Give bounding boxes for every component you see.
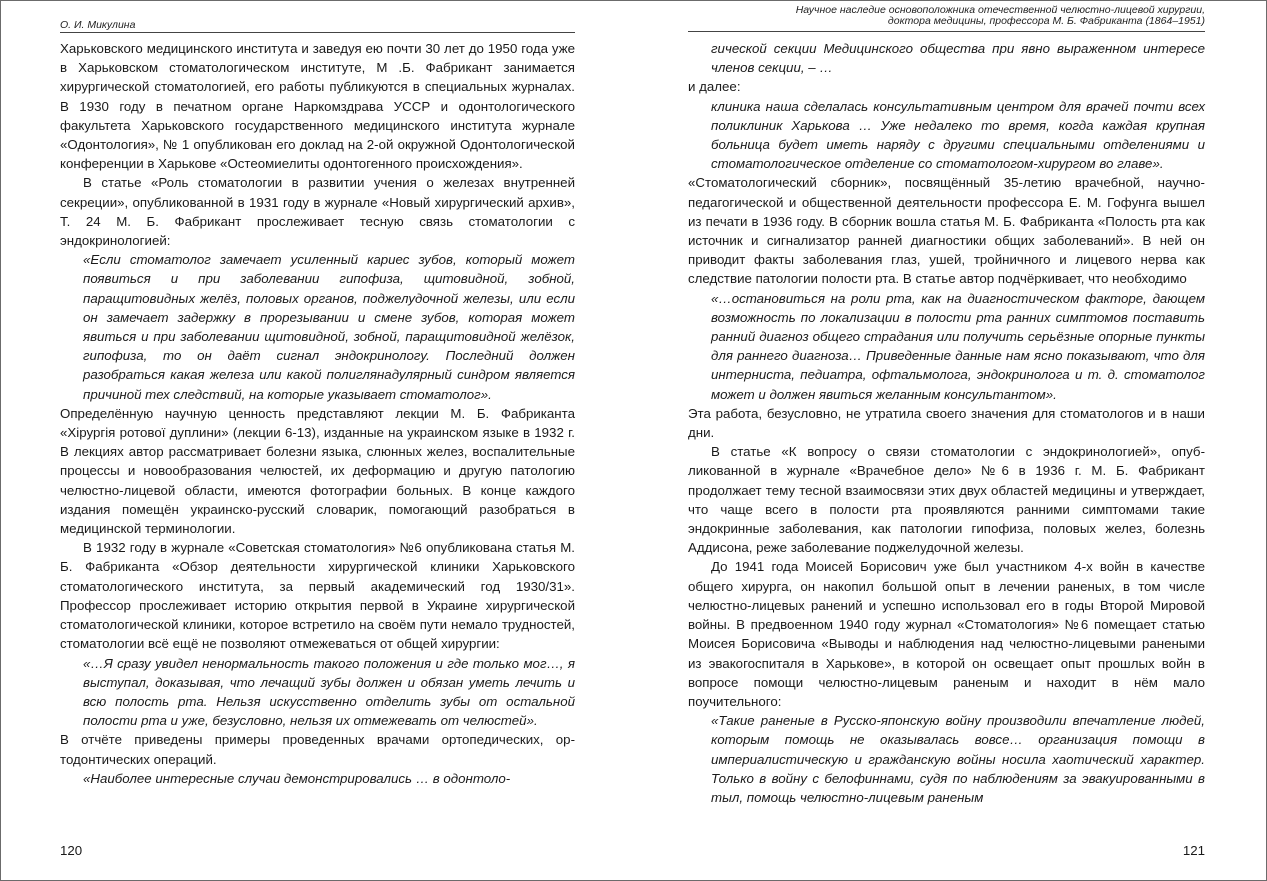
paragraph: В статье «Роль стоматологии в развитии учения о железах внутренней секреции», опубликованной в 1931 году в журнале «Новый хирургический архив», Т. 24 М. Б. Фабрикант прослеживает тесную связь стоматологии с эндокринологией: bbox=[60, 175, 575, 249]
paragraph: Эта работа, безусловно, не утратила своего значения для стоматологов и в наши дни. bbox=[688, 405, 1205, 441]
left-page bbox=[60, 0, 575, 881]
running-head-title bbox=[688, 5, 1205, 32]
block-quote: «…Я сразу увидел ненормальность такого положения и где только мог…, я выступал, доказывая, что лечащий зубы должен и обязан уметь лечить и всю полость рта. Нельзя искусственно отделить зубы от остальной полости рта и уже, безусловно, нельзя их отмежевать от челюстей». bbox=[83, 655, 575, 729]
block-quote: «Если стоматолог замечает усиленный кариес зубов, который может появиться и при заболевании гипофиза, щитовидной, зобной, паращитовидных желёз, половых органов, поджелудочной железы, или если он замечает задержку в прорезывании и смене зубов, которая может явиться и при заболевании щитовидной, зобной, паращитовидной желёзок, гипофиза, то он даёт сигнал эндокринологу. Последний должен разобраться какая железа или какой полиглянадулярный синдром является причиной тех следствий, на которые указывает стоматолог». bbox=[83, 252, 575, 402]
left-page-body bbox=[60, 39, 575, 788]
running-head-line: Научное наследие основоположника отечественной челюстно-лицевой хирургии, bbox=[795, 4, 1205, 16]
paragraph: Харьковского медицинского института и заведуя ею почти 30 лет до 1950 года уже в Харьковском стоматологическом институте, М .Б. Фабрикант занимается хирургической стоматологией, его работы публикуются в специальных журналах. В 1930 году в печатном органе Наркомздрава УССР и одонтологического факультета Харьковского государственного медицинского института журнале «Одонтология», № 1 опубликован его доклад на 2-ой окружной Одонтологической конференции в Харькове «Остеомиелиты одонтогенного происхождения». bbox=[60, 41, 575, 172]
paragraph: Определённую научную ценность представляют лекции М. Б. Фабриканта «Хiрургiя ротової дуплини» (лекции 6-13), изданные на украинском языке в 1932 г. В лекциях автор рассматривает болезни языка, слюнных желез, воспалительные процессы и новообразования челюстей, их деформацию и другую патологию челюстно-лицевой области, имеются фотографии больных. В конце каждого издания помещён украинско-русский словарик, помогающий разобраться в медицинской терминологии. bbox=[60, 405, 575, 537]
paragraph: В статье «К вопросу о связи стоматологии с эндокринологией», опубликованной в журнале «Врачебное дело» №6 в 1936 г. М. Б. Фабрикант продолжает тему тесной взаимосвязи этих двух областей медицины и утверждает, что чаще всего в полости рта проявляются ранними симптомами такие эндокринные заболевания, как патологии гипофиза, половых желез, болезнь Аддисона, реже заболевание поджелудочной железы. bbox=[688, 444, 1205, 556]
paragraph: В 1932 году в журнале «Советская стоматология» №6 опубликована статья М. Б. Фабриканта «Обзор деятельности хирургической клиники Харьковского стоматологического института, за первый академический год 1930/31». Профессор прослеживает историю открытия первой в Украине хирургической стоматологической клиники, которое встретило на своём пути немало трудностей, стоматологии всё ещё не позволяют отмежеваться от общей хирургии: bbox=[60, 540, 575, 652]
running-head-line: доктора медицины, профессора М. Б. Фабриканта (1864–1951) bbox=[887, 15, 1205, 27]
running-head-author: О. И. Микулина bbox=[60, 20, 575, 33]
block-quote: «Такие раненые в Русско-японскую войну производили впечатление людей, которым помощь не оказывалась вовсе… организация помощи в империалистическую и гражданскую войны носила хаотический характер. Только в войну с белофиннами, судя по наблюдениям за эвакуированными в тыл, помощь челюстно-лицевым раненым bbox=[711, 713, 1205, 805]
block-quote: «Наиболее интересные случаи демонстрировались … в одонтоло- bbox=[83, 770, 511, 786]
block-quote: гической секции Медицинского общества при явно выраженном интересе членов секции, – … bbox=[711, 41, 1205, 76]
paragraph: До 1941 года Моисей Борисович уже был участником 4-х войн в качестве общего хирурга, он накопил большой опыт в лечении раненых, в том числе челюстно-лицевых ранений и успешно использовал его в годы Второй Мировой войны. В предвоенном 1940 году журнал «Стоматология» №6 помещает статью Моисея Борисовича «Выводы и наблюдения над челюстно-лицевыми ранеными из эвакогоспиталя в Харькове», в которой он освещает опыт прошлых войн в вопросе помощи челюстно-лицевым раненым и находит в нём мало поучительного: bbox=[688, 559, 1205, 709]
page-number: 120 bbox=[60, 843, 83, 858]
paragraph: «Стоматологический сборник», посвящённый 35-летию врачебной, научно-педагогической и общественной деятельности профессора Е. М. Гофунга вышел из печати в 1936 году. В сборник вошла статья М. Б. Фабриканта «Полость рта как источник и сигнализатор ранней диагностики общих заболеваний». В ней он приводит факты заболевания глаз, ушей, тройничного и лицевого нерва как следствие патологии полости рта. В статье автор подчёркивает, что необходимо bbox=[688, 175, 1205, 287]
paragraph: В отчёте приведены примеры проведенных врачами ортопедических, ортодонтических операций. bbox=[60, 732, 575, 767]
paragraph: и далее: bbox=[688, 79, 741, 95]
right-page bbox=[688, 0, 1205, 881]
right-page-body bbox=[688, 39, 1205, 807]
page-number: 121 bbox=[1182, 843, 1205, 858]
block-quote: клиника наша сделалась консультативным центром для врачей почти всех поликлиник Харькова … Уже недалеко то время, когда каждая крупная больница будет иметь наряду с другими специальными отделениями и стоматологическое отделение со стоматологом-хирургом во главе». bbox=[711, 98, 1205, 172]
block-quote: «…остановиться на роли рта, как на диагностическом факторе, дающем возможность по локализации в полости рта ранних симптомов поставить ранний диагноз общего страдания или получить серьёзные опорные пункты для раннего диагноза… Приведенные данные нам ясно показывают, что для интерниста, педиатра, офтальмолога, эндокринолога и т. д. стоматолог может и должен явиться желанным консультантом». bbox=[711, 290, 1205, 402]
